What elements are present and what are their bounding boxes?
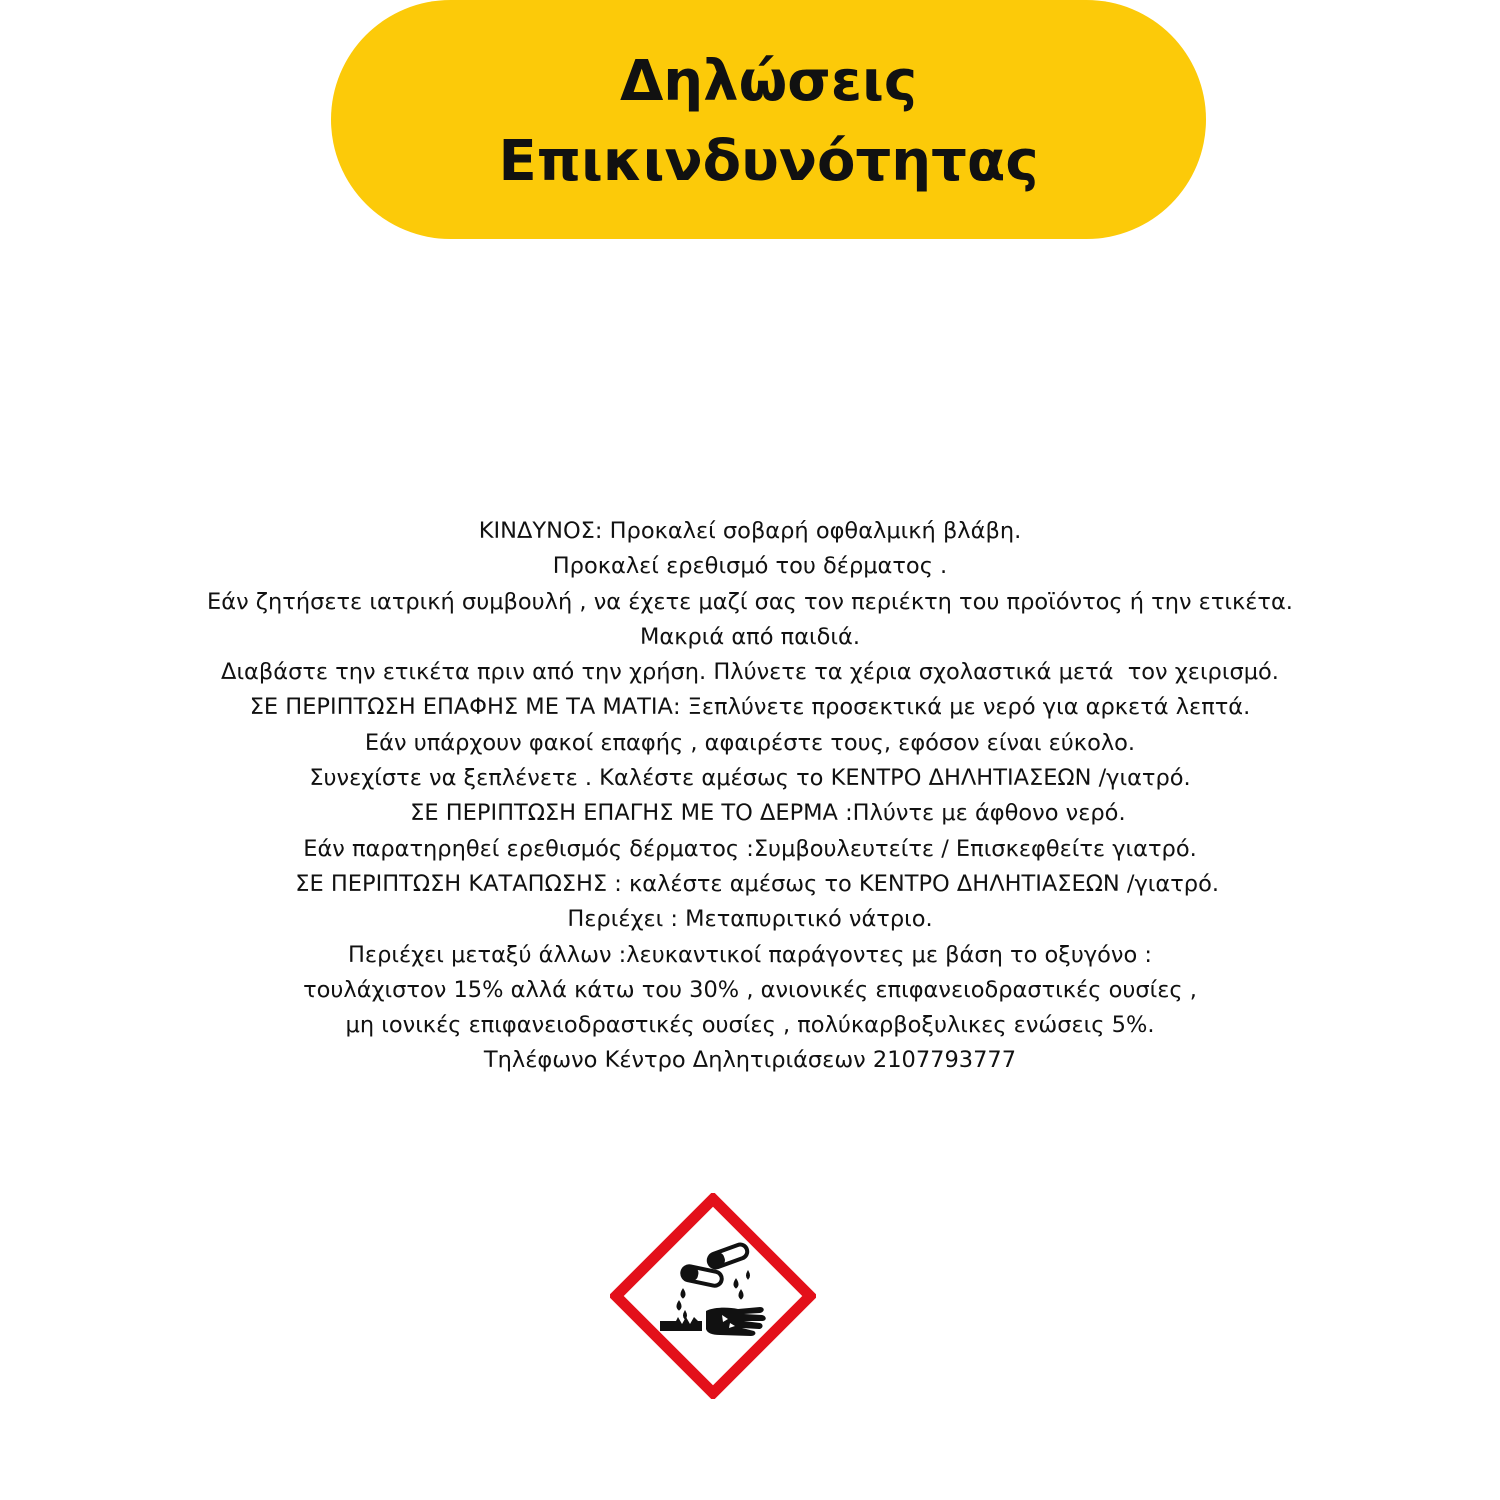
statement-line: Περιέχει μεταξύ άλλων :λευκαντικοί παράγοντες με βάση το οξυγόνο : bbox=[348, 941, 1152, 968]
statement-line: Εάν παρατηρηθεί ερεθισμός δέρματος :Συμβουλευτείτε / Επισκεφθείτε γιατρό. bbox=[303, 835, 1197, 862]
statement-line: Εάν υπάρχουν φακοί επαφής , αφαιρέστε τους, εφόσον είναι εύκολο. bbox=[364, 729, 1136, 756]
statement-line: Μακριά από παιδιά. bbox=[639, 623, 861, 650]
statement-line: Τηλέφωνο Κέντρο Δηλητιριάσεων 2107793777 bbox=[483, 1047, 1017, 1074]
statement-line: μη ιονικές επιφανειοδραστικές ουσίες , πολύκαρβοξυλικες ενώσεις 5%. bbox=[345, 1012, 1155, 1039]
statement-line: ΣΕ ΠΕΡΙΠΤΩΣΗ ΕΠΑΦΗΣ ΜΕ ΤΑ ΜΑΤΙΑ: Ξεπλύνετε προσεκτικά με νερό για αρκετά λεπτά. bbox=[249, 694, 1251, 721]
statement-line: ΣΕ ΠΕΡΙΠΤΩΣΗ ΚΑΤΑΠΩΣΗΣ : καλέστε αμέσως το ΚΕΝΤΡΟ ΔΗΛΗΤΙΑΣΕΩΝ /γιατρό. bbox=[281, 870, 1219, 897]
statement-line: Εάν ζητήσετε ιατρική συμβουλή , να έχετε μαζί σας τον περιέκτη του προϊόντος ή την ετικέτα. bbox=[207, 588, 1293, 615]
ghs05-corrosion-icon bbox=[610, 1193, 816, 1399]
hazard-statements bbox=[0, 514, 1500, 1079]
title-banner bbox=[331, 0, 1206, 239]
statement-line: Περιέχει : Μεταπυριτικό νάτριο. bbox=[567, 906, 933, 933]
title-line-2: Επικινδυνότητας bbox=[498, 128, 1039, 194]
statement-line: ΣΕ ΠΕΡΙΠΤΩΣΗ ΕΠΑΓΗΣ ΜΕ ΤΟ ΔΕΡΜΑ :Πλύντε με άφθονο νερό. bbox=[374, 800, 1126, 827]
title-line-1: Δηλώσεις bbox=[619, 48, 918, 114]
statement-line: Προκαλεί ερεθισμό του δέρματος . bbox=[552, 553, 948, 580]
statement-line: τουλάχιστον 15% αλλά κάτω του 30% , ανιονικές επιφανειοδραστικές ουσίες , bbox=[303, 976, 1197, 1003]
statement-line: Διαβάστε την ετικέτα πριν από την χρήση. Πλύνετε τα χέρια σχολαστικά μετά τον χειρισμό. bbox=[221, 659, 1279, 686]
statement-line: ΚΙΝΔΥΝΟΣ: Προκαλεί σοβαρή οφθαλμική βλάβη. bbox=[478, 518, 1022, 544]
statement-line: Συνεχίστε να ξεπλένετε . Καλέστε αμέσως το ΚΕΝΤΡΟ ΔΗΛΗΤΙΑΣΕΩΝ /γιατρό. bbox=[309, 765, 1191, 792]
